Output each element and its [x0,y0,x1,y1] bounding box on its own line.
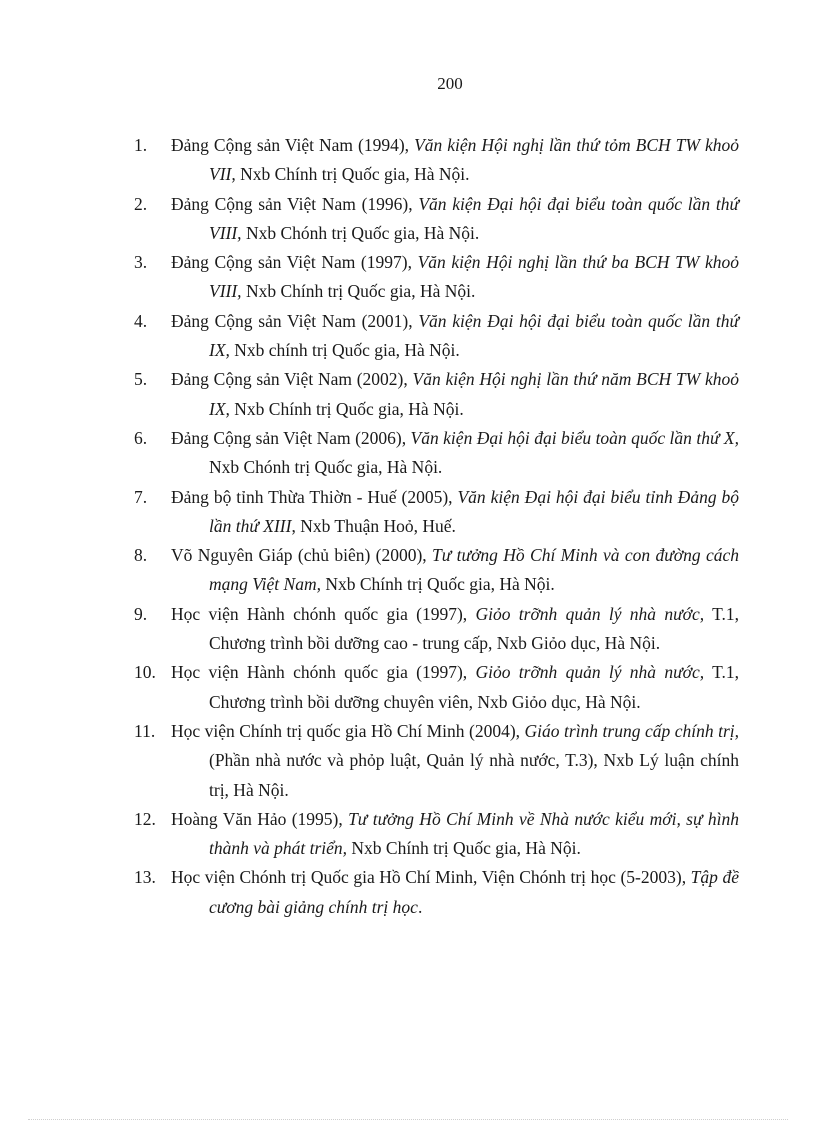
reference-author: Học viện Chính trị quốc gia Hồ Chí Minh (2004), [171,720,525,741]
reference-number: 12. [134,808,156,829]
reference-item-13 [134,863,739,922]
reference-number: 13. [134,867,156,888]
reference-publisher: Nxb Chính trị Quốc gia, Hà Nội. [241,281,476,302]
reference-author: Đảng Cộng sản Việt Nam (2002), [171,369,413,390]
reference-title: Văn kiện Đại hội đại biểu toàn quốc lần thứ X, [410,427,739,448]
reference-item-10 [134,658,739,717]
reference-publisher: . [417,896,423,917]
reference-list [134,131,739,922]
reference-title: Văn kiện Hội nghị lần thứ năm BCH TW khoỏ IX, [209,369,740,419]
reference-author: Hoàng Văn Hảo (1995), [171,808,349,829]
reference-author: Đảng Cộng sản Việt Nam (1997), [171,252,418,273]
reference-title: Tư tưởng Hồ Chí Minh và con đường cách mạng Việt Nam, [209,545,739,595]
reference-title: Văn kiện Hội nghị lần thứ tỏm BCH TW khoỏ VII, [209,135,739,185]
reference-item-7 [134,483,739,542]
reference-item-6 [134,424,739,483]
reference-item-5 [134,365,739,424]
reference-number: 3. [134,252,148,273]
reference-publisher: Nxb Chónh trị Quốc gia, Hà Nội. [209,457,443,478]
reference-author: Học viện Hành chónh quốc gia (1997), [171,662,476,683]
reference-publisher: (Phần nhà nước và phỏp luật, Quản lý nhà nước, T.3), Nxb Lý luận chính trị, Hà Nội. [209,750,739,800]
reference-number: 4. [134,310,148,331]
reference-number: 9. [134,603,148,624]
reference-item-12 [134,805,739,864]
reference-publisher: , Nxb Thuận Hoỏ, Huế. [291,515,456,536]
reference-item-2 [134,190,739,249]
reference-number: 10. [134,662,156,683]
reference-publisher: Nxb Chính trị Quốc gia, Hà Nội. [347,838,581,859]
reference-number: 5. [134,369,148,390]
reference-title: Giỏo trỡnh quản lý nhà nước, [475,603,705,624]
reference-author: Đảng Cộng sản Việt Nam (1996), [171,193,419,214]
reference-number: 8. [134,545,148,566]
reference-item-8 [134,541,739,600]
reference-publisher: T.1, Chương trình bồi dưỡng chuyên viên, Nxb Giỏo dục, Hà Nội. [209,662,739,712]
reference-author: Võ Nguyên Giáp (chủ biên) (2000), [171,545,433,566]
page-bottom-divider [28,1119,788,1120]
reference-title: Giỏo trỡnh quản lý nhà nước, [475,662,705,683]
reference-title: Tập đề cương bài giảng chính trị học [209,867,740,917]
reference-item-4 [134,307,739,366]
reference-item-11 [134,717,739,805]
reference-publisher: Nxb Chónh trị Quốc gia, Hà Nội. [241,222,480,243]
reference-publisher: T.1, Chương trình bồi dưỡng cao - trung cấp, Nxb Giỏo dục, Hà Nội. [209,603,739,654]
reference-number: 7. [134,486,148,507]
reference-author: Học viện Hành chónh quốc gia (1997), [171,603,476,624]
reference-title: Văn kiện Đại hội đại biểu tỉnh Đảng bộ lần thứ XIII [209,486,739,536]
reference-title: Văn kiện Đại hội đại biểu toàn quốc lần thứ IX, [209,310,739,361]
reference-author: Học viện Chónh trị Quốc gia Hồ Chí Minh, Viện Chónh trị học (5-2003), [171,867,691,888]
reference-number: 1. [134,135,148,155]
page-number: 200 [437,74,463,93]
reference-title: Văn kiện Đại hội đại biểu toàn quốc lần thứ VIII, [209,193,739,243]
reference-number: 6. [134,427,148,448]
reference-publisher: Nxb Chính trị Quốc gia, Hà Nội. [320,574,555,595]
reference-item-3 [134,248,739,307]
reference-publisher: Nxb Chính trị Quốc gia, Hà Nội. [229,398,464,419]
reference-publisher: Nxb chính trị Quốc gia, Hà Nội. [229,340,460,361]
reference-title: Tư tưởng Hồ Chí Minh về Nhà nước kiểu mới, sự hình thành và phát triển, [209,808,739,859]
reference-item-1 [134,131,739,190]
reference-publisher: Nxb Chính trị Quốc gia, Hà Nội. [235,164,470,185]
reference-item-9 [134,600,739,659]
reference-author: Đảng Cộng sản Việt Nam (2001), [171,310,419,331]
reference-title: Văn kiện Hội nghị lần thứ ba BCH TW khoỏ VIII, [209,252,739,302]
reference-author: Đảng bộ tỉnh Thừa Thiờn - Huế (2005), [171,486,458,507]
reference-number: 2. [134,193,148,214]
reference-number: 11. [134,720,156,741]
reference-author: Đảng Cộng sản Việt Nam (2006), [171,427,411,448]
reference-title: Giáo trình trung cấp chính trị, [524,720,739,741]
reference-author: Đảng Cộng sản Việt Nam (1994), [171,135,415,155]
